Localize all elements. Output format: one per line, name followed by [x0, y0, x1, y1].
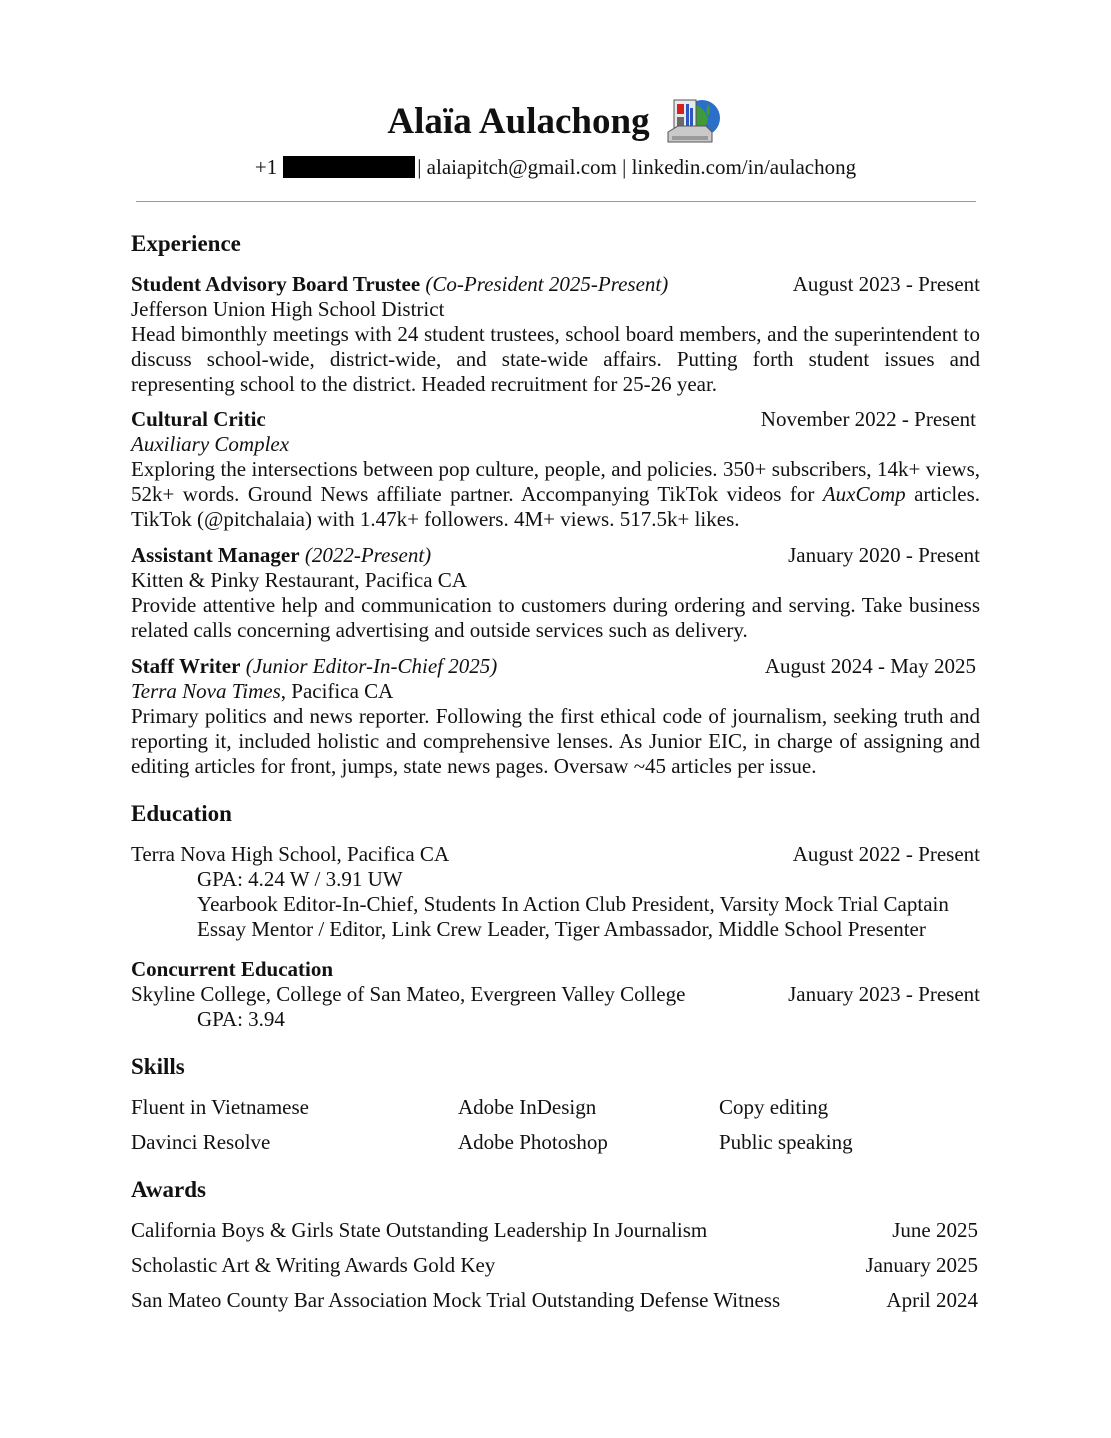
job-organization: Auxiliary Complex [131, 432, 290, 456]
section-title-awards: Awards [131, 1177, 206, 1202]
job-description: Head bimonthly meetings with 24 student trustees, school board members, and the superintendent to discuss school-wide, district-wide, and state-wide affairs. Putting forth student issues and representing school to the district. Headed recruitment for 25-26 year. [131, 322, 980, 396]
award-name: California Boys & Girls State Outstanding Leadership In Journalism [131, 1218, 708, 1242]
award-date: January 2025 [865, 1253, 978, 1277]
job-organization: Terra Nova Times, Pacifica CA [131, 679, 394, 703]
awards-list [131, 1218, 980, 1323]
skill-item: Adobe InDesign [458, 1095, 597, 1119]
role-note: (Co-President 2025-Present) [425, 272, 669, 296]
award-date: April 2024 [886, 1288, 978, 1312]
experience-entry [131, 543, 980, 643]
skill-item: Fluent in Vietnamese [131, 1095, 309, 1119]
school-activities: Essay Mentor / Editor, Link Crew Leader, Tiger Ambassador, Middle School Presenter [197, 917, 926, 941]
section-title-skills: Skills [131, 1054, 185, 1079]
redacted-phone-number [283, 156, 415, 178]
contact-email-linkedin: | alaiapitch@gmail.com | linkedin.com/in/aulachong [417, 155, 857, 179]
job-description: Primary politics and news reporter. Following the first ethical code of journalism, seeking truth and reporting it, included holistic and comprehensive lenses. As Junior EIC, in charge of assigning and editing articles for front, jumps, state news pages. Oversaw ~45 articles per issue. [131, 704, 980, 778]
phone-prefix: +1 [254, 155, 278, 179]
job-dates: November 2022 - Present [760, 407, 976, 431]
award-item [131, 1218, 978, 1253]
concurrent-education-entry [131, 957, 980, 1032]
skill-item: Public speaking [719, 1130, 853, 1154]
award-item [131, 1288, 978, 1323]
school-dates: August 2022 - Present [792, 842, 980, 866]
job-title: Cultural Critic [131, 407, 266, 431]
job-title: Staff Writer [131, 654, 241, 678]
role-note: (Junior Editor-In-Chief 2025) [245, 654, 498, 678]
concurrent-schools: Skyline College, College of San Mateo, Evergreen Valley College [131, 982, 686, 1006]
job-organization: Kitten & Pinky Restaurant, Pacifica CA [131, 568, 467, 592]
school-activities: Yearbook Editor-In-Chief, Students In Action Club President, Varsity Mock Trial Captain [197, 892, 949, 916]
school-name: Terra Nova High School, Pacifica CA [131, 842, 450, 866]
school-gpa: GPA: 4.24 W / 3.91 UW [197, 867, 403, 891]
education-entry [131, 842, 980, 942]
job-description: Exploring the intersections between pop culture, people, and policies. 350+ subscribers, 14k+ views, 52k+ words. Ground News affiliate partner. Accompanying TikTok videos for AuxComp articles. TikTok (@pitchalaia) with 1.47k+ followers. 4M+ views. 517.5k+ likes. [131, 457, 980, 531]
job-description: Provide attentive help and communication to customers during ordering and serving. Take business related calls concerning advertising and outside services such as delivery. [131, 593, 980, 642]
header-divider [136, 201, 976, 202]
award-name: San Mateo County Bar Association Mock Trial Outstanding Defense Witness [131, 1288, 781, 1312]
job-title: Student Advisory Board Trustee [131, 272, 421, 296]
section-title-experience: Experience [131, 231, 241, 256]
award-name: Scholastic Art & Writing Awards Gold Key [131, 1253, 496, 1277]
skills-grid [131, 1095, 980, 1165]
skill-item: Adobe Photoshop [458, 1130, 608, 1154]
job-organization: Jefferson Union High School District [131, 297, 445, 321]
skill-item: Davinci Resolve [131, 1130, 271, 1154]
computer-globe-icon [664, 92, 724, 152]
concurrent-dates: January 2023 - Present [788, 982, 980, 1006]
job-dates: August 2024 - May 2025 [764, 654, 976, 678]
experience-entry [131, 407, 980, 532]
name-row [387, 92, 723, 152]
skills-row [131, 1130, 980, 1165]
contact-line [0, 154, 1111, 180]
concurrent-gpa: GPA: 3.94 [197, 1007, 285, 1031]
job-dates: August 2023 - Present [792, 272, 980, 296]
job-title: Assistant Manager [131, 543, 300, 567]
skill-item: Copy editing [719, 1095, 829, 1119]
skills-row [131, 1095, 980, 1130]
experience-entry [131, 272, 980, 397]
award-item [131, 1253, 978, 1288]
experience-entry [131, 654, 980, 779]
section-title-education: Education [131, 801, 232, 826]
applicant-name: Alaïa Aulachong [387, 101, 650, 142]
resume-header [0, 92, 1111, 180]
job-dates: January 2020 - Present [788, 543, 980, 567]
award-date: June 2025 [892, 1218, 978, 1242]
concurrent-education-title: Concurrent Education [131, 957, 334, 981]
role-note: (2022-Present) [304, 543, 432, 567]
